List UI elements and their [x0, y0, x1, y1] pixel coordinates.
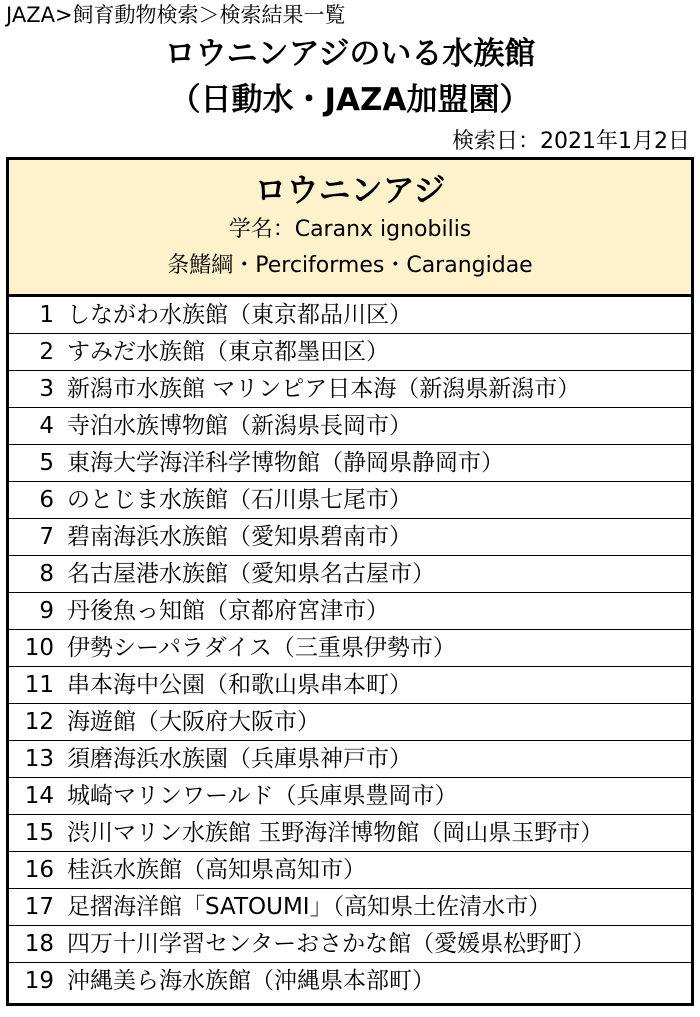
list-item-number: 13 — [24, 746, 54, 772]
list-item-aquarium: しながわ水族館（東京都品川区） — [67, 302, 412, 328]
list-item-aquarium: 海遊館（大阪府大阪市） — [67, 709, 320, 735]
list-item — [9, 704, 691, 741]
list-item-number: 9 — [39, 598, 54, 624]
list-item-aquarium: 桂浜水族館（高知県高知市） — [67, 857, 366, 883]
page-title: ロウニンアジのいる水族館 — [164, 36, 536, 72]
list-item-number: 1 — [39, 302, 54, 328]
list-item — [9, 815, 691, 852]
species-name: ロウニンアジ — [254, 171, 446, 209]
list-item-aquarium: 城崎マリンワールド（兵庫県豊岡市） — [67, 783, 458, 809]
list-item — [9, 926, 691, 963]
species-scientific-name: 学名：Caranx ignobilis — [228, 217, 472, 242]
search-date: 検索日：2021年1月2日 — [452, 129, 690, 154]
list-item — [9, 889, 691, 926]
list-item-aquarium: 串本海中公園（和歌山県串本町） — [67, 672, 412, 698]
list-item-aquarium: 丹後魚っ知館（京都府宮津市） — [67, 598, 389, 624]
list-item — [9, 593, 691, 630]
page-subtitle: （日動水・JAZA加盟園） — [169, 82, 531, 118]
list-item-number: 17 — [24, 894, 54, 920]
list-item — [9, 445, 691, 482]
list-item-aquarium: 碧南海浜水族館（愛知県碧南市） — [67, 524, 412, 550]
list-item — [9, 334, 691, 371]
list-item-number: 2 — [39, 339, 54, 365]
list-item — [9, 852, 691, 889]
list-item-aquarium: 名古屋港水族館（愛知県名古屋市） — [67, 561, 435, 587]
list-item — [9, 297, 691, 334]
list-item — [9, 519, 691, 556]
list-item-number: 7 — [39, 524, 54, 550]
list-item-aquarium: のとじま水族館（石川県七尾市） — [67, 487, 412, 513]
list-item-aquarium: 伊勢シーパラダイス（三重県伊勢市） — [67, 635, 456, 661]
list-item — [9, 741, 691, 778]
list-item — [9, 630, 691, 667]
list-item-aquarium: 寺泊水族博物館（新潟県長岡市） — [67, 413, 412, 439]
list-item — [9, 963, 691, 1000]
list-item-number: 14 — [24, 783, 54, 809]
list-item — [9, 408, 691, 445]
list-item — [9, 778, 691, 815]
list-item-number: 16 — [24, 857, 54, 883]
list-item-number: 8 — [39, 561, 54, 587]
list-item-number: 5 — [39, 450, 54, 476]
list-item-aquarium: すみだ水族館（東京都墨田区） — [67, 339, 389, 365]
breadcrumb: JAZA>飼育動物検索＞検索結果一覧 — [6, 3, 346, 27]
list-item-number: 19 — [24, 968, 54, 994]
list-item — [9, 667, 691, 704]
list-item-aquarium: 須磨海浜水族園（兵庫県神戸市） — [67, 746, 412, 772]
list-item-aquarium: 足摺海洋館「SATOUMI」（高知県土佐清水市） — [67, 894, 552, 920]
list-item-number: 15 — [24, 820, 54, 846]
list-item-number: 10 — [24, 635, 54, 661]
species-header — [9, 160, 691, 297]
list-item-number: 11 — [24, 672, 54, 698]
list-item — [9, 371, 691, 408]
list-item-aquarium: 四万十川学習センターおさかな館（愛媛県松野町） — [67, 931, 596, 957]
aquarium-list — [9, 297, 691, 1000]
list-item-number: 3 — [39, 376, 54, 402]
list-item-aquarium: 新潟市水族館 マリンピア日本海（新潟県新潟市） — [67, 376, 581, 402]
list-item-number: 4 — [39, 413, 54, 439]
list-item-aquarium: 東海大学海洋科学博物館（静岡県静岡市） — [67, 450, 504, 476]
list-item-number: 18 — [24, 931, 54, 957]
results-table — [6, 157, 694, 1006]
list-item — [9, 482, 691, 519]
list-item-aquarium: 渋川マリン水族館 玉野海洋博物館（岡山県玉野市） — [67, 820, 604, 846]
species-taxonomy: 条鰭綱・Perciformes・Carangidae — [167, 253, 533, 278]
list-item-number: 6 — [39, 487, 54, 513]
list-item-number: 12 — [24, 709, 54, 735]
list-item-aquarium: 沖縄美ら海水族館（沖縄県本部町） — [67, 968, 435, 994]
list-item — [9, 556, 691, 593]
